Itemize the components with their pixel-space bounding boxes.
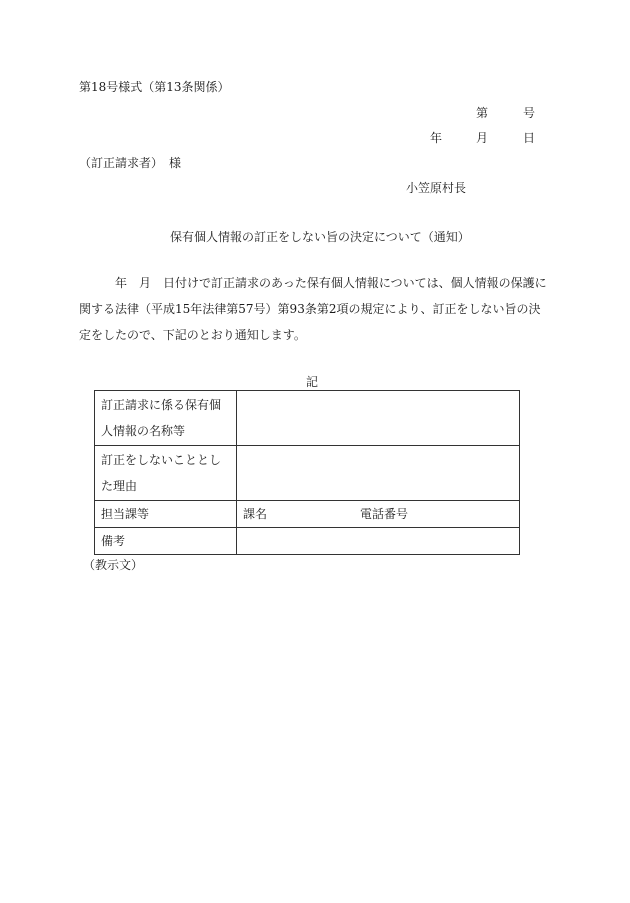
info-name-value bbox=[237, 391, 520, 446]
section-name-label: 課名 bbox=[243, 507, 268, 521]
document-number-suffix: 号 bbox=[523, 106, 536, 120]
sender: 小笠原村長 bbox=[406, 181, 467, 195]
date-year-label: 年 bbox=[430, 131, 443, 145]
document-number-prefix: 第 bbox=[476, 106, 489, 120]
ki-heading: 記 bbox=[306, 375, 319, 389]
phone-number-label: 電話番号 bbox=[360, 507, 409, 521]
table-row bbox=[95, 528, 520, 555]
reason-label: 訂正をしないこととした理由 bbox=[95, 446, 237, 501]
instruction-note: （教示文） bbox=[83, 558, 144, 572]
remarks-value bbox=[237, 528, 520, 555]
table-row bbox=[95, 446, 520, 501]
table-row bbox=[95, 501, 520, 528]
info-table bbox=[94, 390, 520, 555]
addressee: （訂正請求者） 様 bbox=[79, 156, 182, 170]
info-name-label: 訂正請求に係る保有個人情報の名称等 bbox=[95, 391, 237, 446]
body-paragraph bbox=[79, 270, 549, 348]
remarks-label: 備考 bbox=[95, 528, 237, 555]
date-day-label: 日 bbox=[523, 131, 536, 145]
document-title: 保有個人情報の訂正をしない旨の決定について（通知） bbox=[170, 230, 470, 244]
date-month-label: 月 bbox=[476, 131, 489, 145]
form-number: 第18号様式（第13条関係） bbox=[79, 80, 230, 94]
table-row bbox=[95, 391, 520, 446]
body-line-3: ので、下記のとおり通知します。 bbox=[127, 328, 306, 342]
body-line-2: する法律（平成15年法律第57号）第93条第2項の規定により、訂正をしない旨の決定をした bbox=[79, 302, 541, 342]
department-label: 担当課等 bbox=[95, 501, 237, 528]
reason-value bbox=[237, 446, 520, 501]
department-value bbox=[237, 501, 520, 528]
body-line-1: 年 月 日付けで訂正請求のあった保有個人情報については、個人情報の保護に関 bbox=[79, 276, 547, 316]
